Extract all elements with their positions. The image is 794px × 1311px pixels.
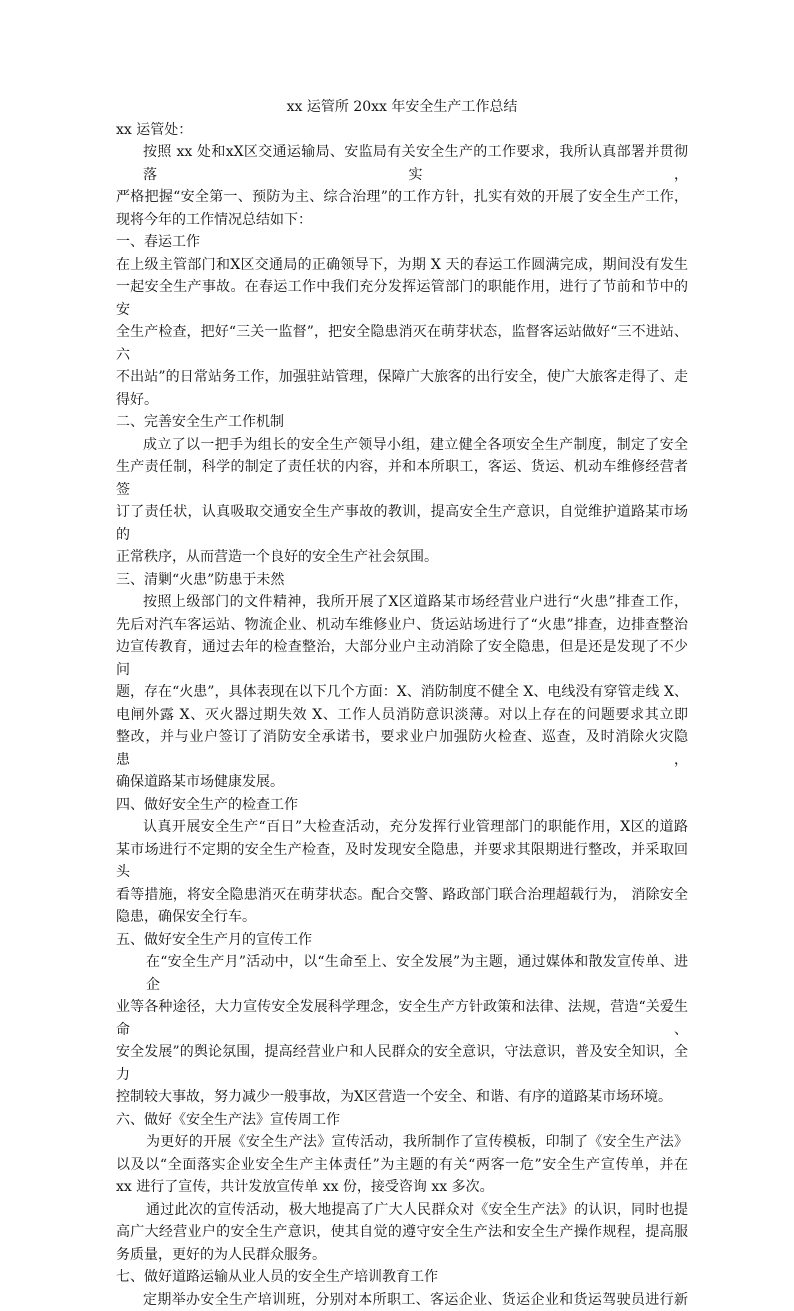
text-line: 控制较大事故，努力减少一般事故，为X区营造一个安全、和谐、有序的道路某市场环境。 [116,1086,688,1109]
text-line: 为更好的开展《安全生产法》宣传活动，我所制作了宣传模板，印制了《安全生产法》 [116,1131,688,1154]
section-heading: 二、完善安全生产工作机制 [116,411,688,434]
text-line: 电闸外露 X、灭火器过期失效 X、工作人员消防意识淡薄。对以上存在的问题要求其立即 [116,704,688,727]
document-title: xx 运管所 20xx 年安全生产工作总结 [116,96,688,119]
text-line: 定期举办安全生产培训班，分别对本所职工、客运企业、货运企业和货运驾驶员进行新 [116,1289,688,1311]
text-line: 某市场进行不定期的安全生产检查，及时发现安全隐患，并要求其限期进行整改，并采取回头 [116,839,688,884]
text-line: 一起安全生产事故。在春运工作中我们充分发挥运管部门的职能作用，进行了节前和节中的安 [116,276,688,321]
text-line: 全生产检查，把好“三关一监督”，把安全隐患消灭在萌芽状态，监督客运站做好“三不进站、六 [116,321,688,366]
text-line: 边宣传教育，通过去年的检查整治，大部分业户主动消除了安全隐患，但是还是发现了不少问 [116,636,688,681]
text-line: 务质量，更好的为人民群众服务。 [116,1244,688,1267]
text-line: 业等各种途径，大力宣传安全发展科学理念，安全生产方针政策和法律、法规，营造“关爱生命、 [116,996,688,1041]
text-line: 隐患，确保安全行车。 [116,906,688,929]
text-line: 得好。 [116,389,688,412]
text-line: 在上级主管部门和X区交通局的正确领导下，为期 X 天的春运工作圆满完成，期间没有发生 [116,254,688,277]
text-line: xx 进行了宣传，共计发放宣传单 xx 份，接受咨询 xx 多次。 [116,1176,688,1199]
text-line: 按照上级部门的文件精神，我所开展了X区道路某市场经营业户进行“火患”排查工作， [116,591,688,614]
section-heading: 六、做好《安全生产法》宣传周工作 [116,1109,688,1132]
document-body [116,96,688,1311]
text-line: 严格把握“安全第一、预防为主、综合治理”的工作方针，扎实有效的开展了安全生产工作， [116,186,688,209]
text-line: 订了责任状，认真吸取交通安全生产事故的教训，提高安全生产意识，自觉维护道路某市场的 [116,501,688,546]
text-line: 不出站”的日常站务工作，加强驻站管理，保障广大旅客的出行安全，使广大旅客走得了、走 [116,366,688,389]
text-line: 安全发展”的舆论氛围，提高经营业户和人民群众的安全意识，守法意识，普及安全知识，全力 [116,1041,688,1086]
text-line: 现将今年的工作情况总结如下： [116,209,688,232]
text-line: 按照 xx 处和xX区交通运输局、安监局有关安全生产的工作要求，我所认真部署并贯彻落实， [116,141,688,186]
text-line: 高广大经营业户的安全生产意识，使其自觉的遵守安全生产法和安全生产操作规程，提高服 [116,1221,688,1244]
text-line: 先后对汽车客运站、物流企业、机动车维修业户、货运站场进行了“火患”排查，边排查整治 [116,614,688,637]
text-line: 正常秩序，从而营造一个良好的安全生产社会氛围。 [116,546,688,569]
text-line: 看等措施，将安全隐患消灭在萌芽状态。配合交警、路政部门联合治理超载行为， 消除安全 [116,884,688,907]
text-line: 题，存在“火患”，具体表现在以下几个方面：X、消防制度不健全 X、电线没有穿管走线 X、 [116,681,688,704]
text-line: 确保道路某市场健康发展。 [116,771,688,794]
text-line: 整改，并与业户签订了消防安全承诺书，要求业户加强防火检查、巡查，及时消除火灾隐患， [116,726,688,771]
text-line: 成立了以一把手为组长的安全生产领导小组，建立健全各项安全生产制度，制定了安全 [116,434,688,457]
text-line: 在“安全生产月”活动中，以“生命至上、安全发展”为主题，通过媒体和散发宣传单、进企 [116,951,688,996]
section-heading: 七、做好道路运输从业人员的安全生产培训教育工作 [116,1266,688,1289]
section-heading: 一、春运工作 [116,231,688,254]
salutation: xx 运管处： [116,119,688,142]
text-line: 生产责任制，科学的制定了责任状的内容，并和本所职工，客运、货运、机动车维修经营者签 [116,456,688,501]
section-heading: 三、清剿“火患”防患于未然 [116,569,688,592]
text-line: 通过此次的宣传活动，极大地提高了广大人民群众对《安全生产法》的认识，同时也提 [116,1199,688,1222]
text-line: 以及以“全面落实企业安全生产主体责任”为主题的有关“两客一危”安全生产宣传单，并在 [116,1154,688,1177]
section-heading: 四、做好安全生产的检查工作 [116,794,688,817]
section-heading: 五、做好安全生产月的宣传工作 [116,929,688,952]
text-line: 认真开展安全生产“百日”大检查活动，充分发挥行业管理部门的职能作用，X区的道路 [116,816,688,839]
